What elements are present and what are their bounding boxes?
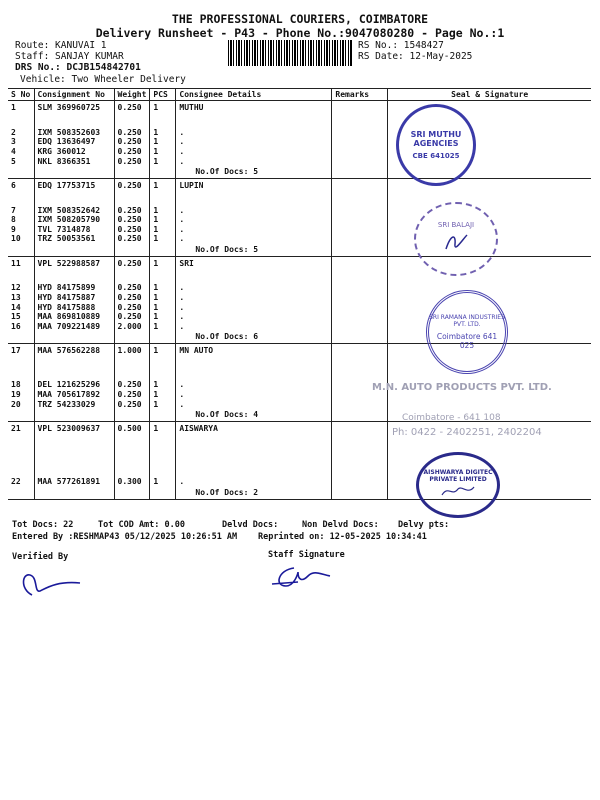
consignee-dot: . xyxy=(179,215,185,225)
table-header xyxy=(8,89,591,101)
signature-mark xyxy=(441,229,471,255)
pcs: 1 xyxy=(153,137,159,147)
pcs: 1 xyxy=(153,292,159,302)
consignee-dot: . xyxy=(179,302,185,312)
pcs: 1 xyxy=(153,234,159,244)
consignment-no: DEL 121625296 xyxy=(37,380,101,390)
consignment-no: MAA 869810889 xyxy=(37,312,101,322)
consignee-dot: . xyxy=(179,156,185,166)
weight: 0.250 xyxy=(117,205,142,215)
consignee-dot: . xyxy=(179,137,185,147)
weight: 0.250 xyxy=(117,137,142,147)
consignee-dot: . xyxy=(179,389,185,399)
col-remarks: Remarks xyxy=(332,89,388,101)
pcs: 1 xyxy=(153,302,159,312)
consignee-group xyxy=(8,101,591,179)
lupin-stamp: SRI BALAJI xyxy=(414,202,498,276)
sno: 5 xyxy=(11,156,16,166)
staff: Staff: SANJAY KUMAR xyxy=(15,51,124,62)
pcs: 1 xyxy=(153,224,159,234)
consignee-dot: . xyxy=(179,312,185,322)
sno: 16 xyxy=(11,321,21,331)
consignment-no: TRZ 50053561 xyxy=(37,234,96,244)
pcs: 1 xyxy=(153,147,159,156)
consignee-dot: . xyxy=(179,205,185,215)
weight: 0.250 xyxy=(117,224,142,234)
no-of-docs: No.Of Docs: 5 xyxy=(195,167,259,177)
consignment-no: NKL 8366351 xyxy=(37,156,91,166)
delvd-docs: Delvd Docs: xyxy=(222,520,279,530)
consignment-no: SLM 369960725 xyxy=(37,103,101,112)
signature-mark xyxy=(440,483,476,499)
pcs: 1 xyxy=(153,127,159,137)
col-consignee: Consignee Details xyxy=(176,89,332,101)
pcs: 1 xyxy=(153,312,159,322)
pcs: 1 xyxy=(153,205,159,215)
pcs: 1 xyxy=(153,477,159,487)
pcs: 1 xyxy=(153,215,159,225)
weight: 0.250 xyxy=(117,399,142,409)
sno: 21 xyxy=(11,423,21,433)
consignee-dot: . xyxy=(179,147,185,156)
pcs: 1 xyxy=(153,103,159,112)
rs-date: RS Date: 12-May-2025 xyxy=(358,51,473,62)
consignee-dot: . xyxy=(179,380,185,390)
weight: 0.250 xyxy=(117,283,142,293)
drs-no: DRS No.: DCJB154842701 xyxy=(15,62,141,73)
weight: 0.250 xyxy=(117,127,142,137)
pcs: 1 xyxy=(153,258,159,268)
consignment-no: VPL 523009637 xyxy=(37,423,101,433)
consignment-no: MAA 709221489 xyxy=(37,321,101,331)
sno: 8 xyxy=(11,215,16,225)
no-of-docs: No.Of Docs: 5 xyxy=(195,244,259,254)
rs-no: RS No.: 1548427 xyxy=(358,40,444,51)
sri-ramana-stamp: SRI RAMANA INDUSTRIES PVT. LTD. Coimbatore 641 025 xyxy=(426,290,508,374)
consignment-no: MAA 577261891 xyxy=(37,477,101,487)
pcs: 1 xyxy=(153,389,159,399)
consignment-no: HYD 84175887 xyxy=(37,292,96,302)
sno: 22 xyxy=(11,477,21,487)
sno: 20 xyxy=(11,399,21,409)
pcs: 1 xyxy=(153,321,159,331)
sno: 18 xyxy=(11,380,21,390)
sno: 1 xyxy=(11,103,16,112)
sno: 9 xyxy=(11,224,16,234)
weight: 0.250 xyxy=(117,180,142,190)
consignment-no: IXM 508205790 xyxy=(37,215,101,225)
no-of-docs: No.Of Docs: 2 xyxy=(195,487,259,497)
consignee-dot: . xyxy=(179,477,185,487)
sno: 15 xyxy=(11,312,21,322)
weight: 0.500 xyxy=(117,423,142,433)
weight: 1.000 xyxy=(117,345,142,355)
weight: 0.250 xyxy=(117,380,142,390)
staff-signature-label: Staff Signature xyxy=(268,550,345,560)
delvy-pts: Delvy pts: xyxy=(398,520,450,530)
weight: 0.300 xyxy=(117,477,142,487)
col-pcs: PCS xyxy=(150,89,176,101)
reprinted-on: Reprinted on: 12-05-2025 10:34:41 xyxy=(258,532,427,542)
consignee-group xyxy=(8,178,591,256)
consignee-dot: . xyxy=(179,283,185,293)
weight: 0.250 xyxy=(117,234,142,244)
no-of-docs: No.Of Docs: 6 xyxy=(195,332,259,342)
muthu-agencies-stamp: SRI MUTHU AGENCIES CBE 641025 xyxy=(396,104,476,186)
col-weight: Weight xyxy=(114,89,150,101)
consignment-no: IXM 508352603 xyxy=(37,127,101,137)
consignee-dot: . xyxy=(179,127,185,137)
non-delvd-docs: Non Delvd Docs: xyxy=(302,520,379,530)
entered-by: Entered By :RESHMAP43 05/12/2025 10:26:51 AM xyxy=(12,532,238,542)
pcs: 1 xyxy=(153,380,159,390)
consignment-no: EDQ 13636497 xyxy=(37,137,96,147)
weight: 0.250 xyxy=(117,156,142,166)
pcs: 1 xyxy=(153,345,159,355)
tot-cod: Tot COD Amt: 0.00 xyxy=(98,520,185,530)
sno: 14 xyxy=(11,302,21,312)
weight: 0.250 xyxy=(117,103,142,112)
consignee-name: SRI xyxy=(179,258,194,268)
sno: 19 xyxy=(11,389,21,399)
weight: 0.250 xyxy=(117,292,142,302)
sno: 13 xyxy=(11,292,21,302)
sno: 10 xyxy=(11,234,21,244)
mn-auto-stamp: M.N. AUTO PRODUCTS PVT. LTD. Coimbatore - 641 108 Ph: 0422 - 2402251, 2402204 xyxy=(372,382,552,438)
consignee-dot: . xyxy=(179,321,185,331)
sno: 6 xyxy=(11,180,16,190)
consignee-dot: . xyxy=(179,292,185,302)
consignment-no: IXM 508352642 xyxy=(37,205,101,215)
aiswarya-stamp: AISHWARYA DIGITEC PRIVATE LIMITED xyxy=(416,452,500,518)
consignment-no: TRZ 54233029 xyxy=(37,399,96,409)
sno: 12 xyxy=(11,283,21,293)
consignment-no: MAA 705617892 xyxy=(37,389,101,399)
sno: 17 xyxy=(11,345,21,355)
consignment-no: VPL 522988587 xyxy=(37,258,101,268)
consignment-no: KRG 360012 xyxy=(37,147,86,156)
verified-by-label: Verified By xyxy=(12,552,69,562)
weight: 0.250 xyxy=(117,302,142,312)
weight: 0.250 xyxy=(117,215,142,225)
consignment-no: HYD 84175899 xyxy=(37,283,96,293)
sno: 7 xyxy=(11,205,16,215)
sno: 11 xyxy=(11,258,21,268)
runsheet-subtitle: Delivery Runsheet - P43 - Phone No.:9047080280 - Page No.:1 xyxy=(95,26,505,40)
sno: 4 xyxy=(11,147,16,156)
consignee-dot: . xyxy=(179,224,185,234)
consignment-no: HYD 84175888 xyxy=(37,302,96,312)
pcs: 1 xyxy=(153,423,159,433)
consignee-name: MUTHU xyxy=(179,103,204,112)
vehicle: Vehicle: Two Wheeler Delivery xyxy=(20,74,186,85)
pcs: 1 xyxy=(153,399,159,409)
weight: 0.250 xyxy=(117,312,142,322)
sno: 2 xyxy=(11,127,16,137)
company-name: THE PROFESSIONAL COURIERS, COIMBATORE xyxy=(171,12,429,26)
weight: 0.250 xyxy=(117,258,142,268)
consignee-name: LUPIN xyxy=(179,180,204,190)
pcs: 1 xyxy=(153,156,159,166)
consignee-dot: . xyxy=(179,234,185,244)
col-seal: Seal & Signature xyxy=(388,89,591,101)
weight: 2.000 xyxy=(117,321,142,331)
route: Route: KANUVAI 1 xyxy=(15,40,107,51)
pcs: 1 xyxy=(153,283,159,293)
no-of-docs: No.Of Docs: 4 xyxy=(195,410,259,420)
pcs: 1 xyxy=(153,180,159,190)
consignee-name: AISWARYA xyxy=(179,423,218,433)
col-sno: S No xyxy=(8,89,34,101)
weight: 0.250 xyxy=(117,147,142,156)
sno: 3 xyxy=(11,137,16,147)
consignment-no: EDQ 17753715 xyxy=(37,180,96,190)
staff-signature xyxy=(268,560,338,594)
consignment-no: TVL 7314878 xyxy=(37,224,91,234)
col-consignment: Consignment No xyxy=(34,89,114,101)
verified-signature xyxy=(18,565,88,601)
tot-docs: Tot Docs: 22 xyxy=(12,520,74,530)
consignee-dot: . xyxy=(179,399,185,409)
barcode xyxy=(228,40,352,66)
consignee-name: MN AUTO xyxy=(179,345,214,355)
consignment-no: MAA 576562288 xyxy=(37,345,101,355)
weight: 0.250 xyxy=(117,389,142,399)
